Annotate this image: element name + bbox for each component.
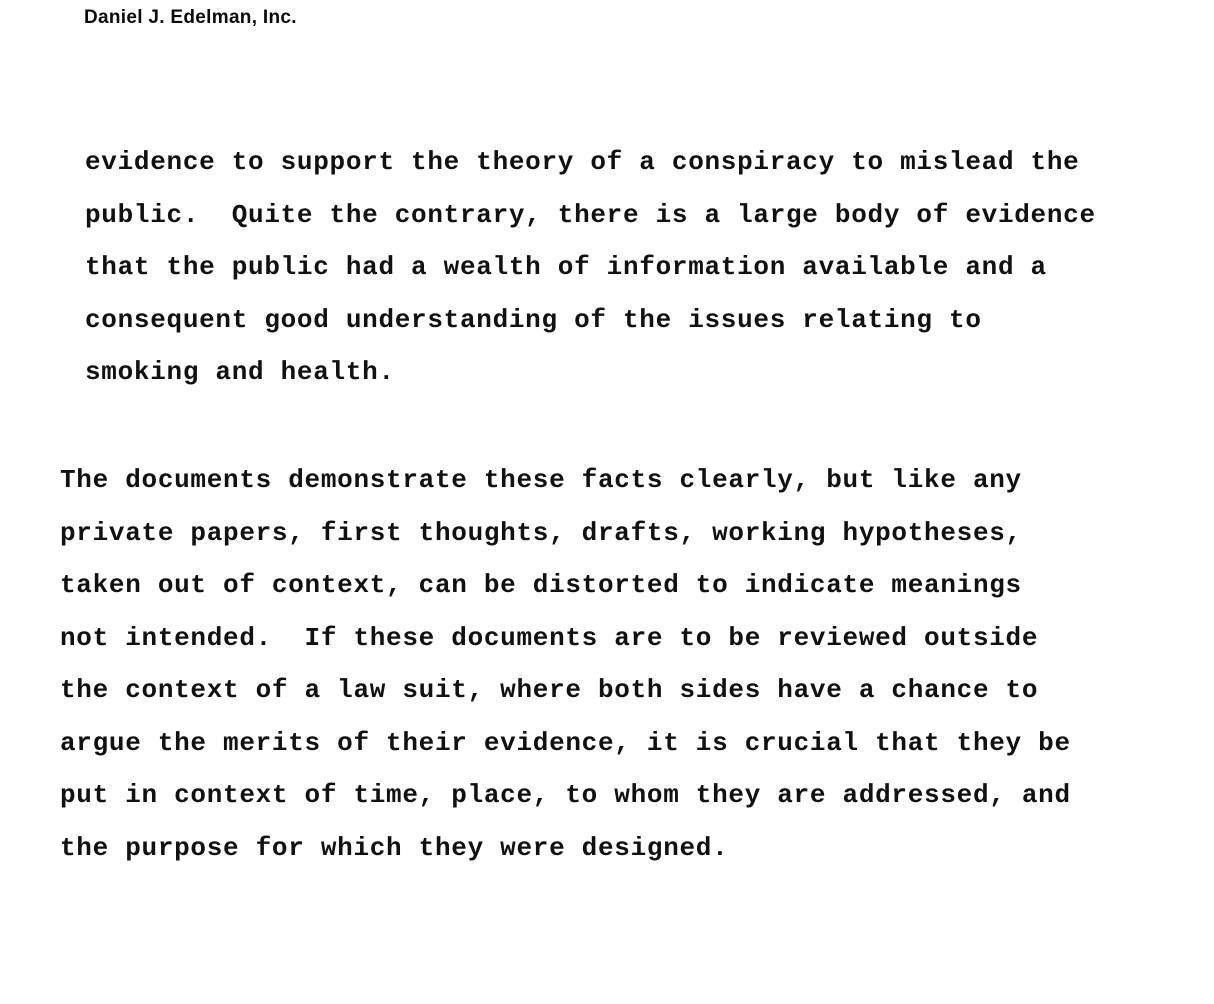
text-line: not intended. If these documents are to be reviewed outside bbox=[60, 622, 1039, 653]
text-line: the context of a law suit, where both sides have a chance to bbox=[60, 675, 1039, 705]
text-line: that the public had a wealth of information available and a bbox=[85, 252, 1047, 282]
paragraph-2 bbox=[60, 454, 1071, 874]
text-line: smoking and health. bbox=[85, 357, 395, 387]
text-line: The documents demonstrate these facts clearly, but like any bbox=[60, 465, 1022, 495]
paragraph-1 bbox=[85, 136, 1096, 399]
text-line: evidence to support the theory of a conspiracy to mislead the bbox=[85, 147, 1080, 177]
letterhead: Daniel J. Edelman, Inc. bbox=[84, 7, 297, 28]
text-line: taken out of context, can be distorted to indicate meanings bbox=[60, 570, 1022, 600]
text-line: put in context of time, place, to whom they are addressed, and bbox=[60, 780, 1071, 810]
text-line: argue the merits of their evidence, it is crucial that they be bbox=[60, 727, 1071, 758]
text-line: the purpose for which they were designed. bbox=[60, 832, 729, 863]
text-line: consequent good understanding of the issues relating to bbox=[85, 304, 982, 335]
text-line: public. Quite the contrary, there is a large body of evidence bbox=[85, 199, 1096, 230]
text-line: private papers, first thoughts, drafts, working hypotheses, bbox=[60, 517, 1022, 548]
